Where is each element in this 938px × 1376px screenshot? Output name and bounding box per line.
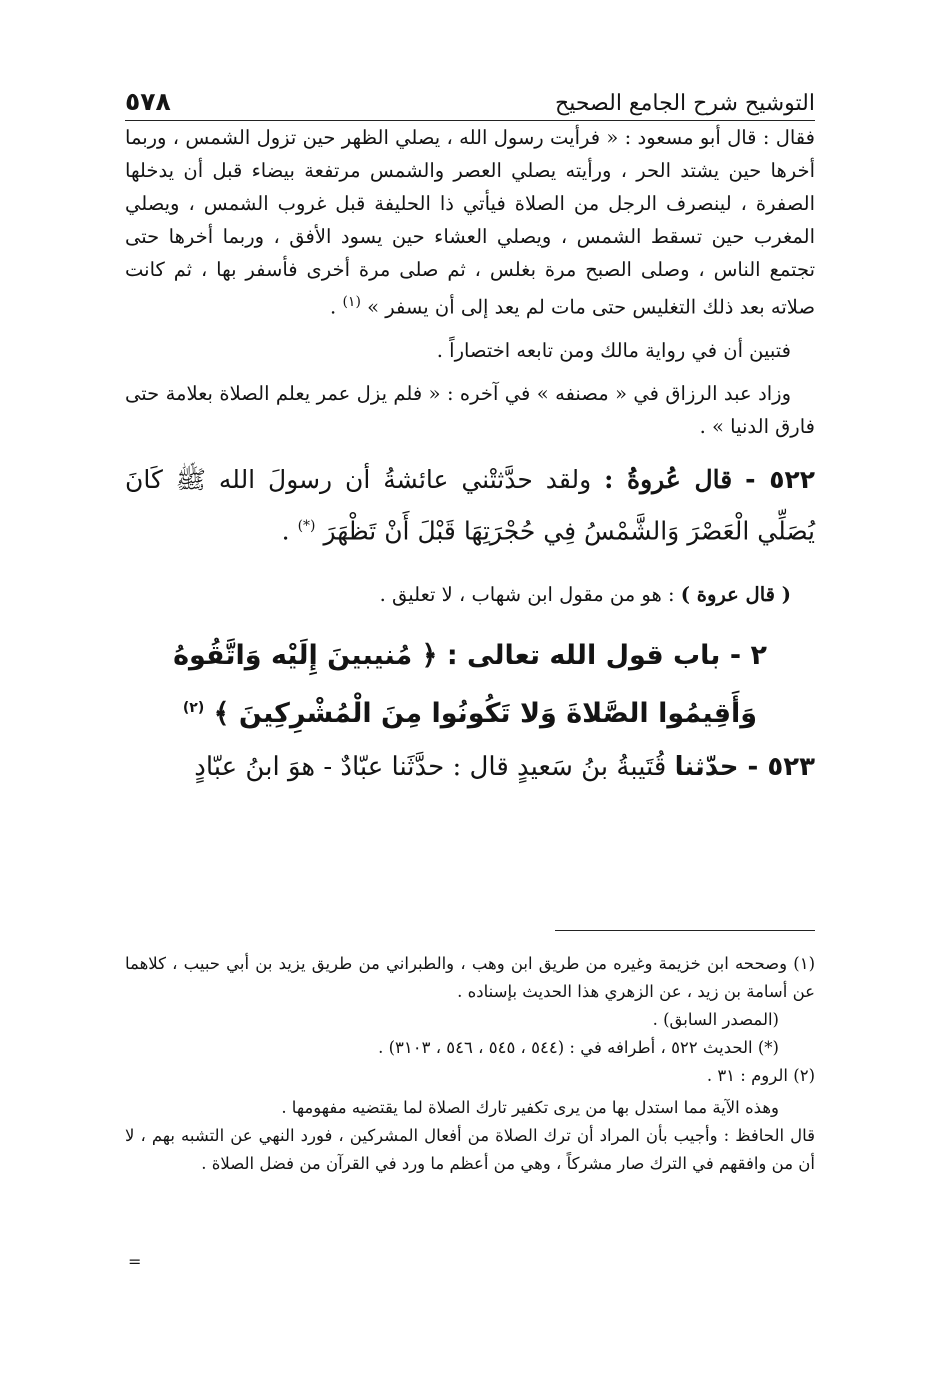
continuation-mark: = xyxy=(128,1252,142,1271)
paragraph-malik: فتبين أن في رواية مالك ومن تابعه اختصاراً . xyxy=(436,338,791,362)
hadith-522-number: ٥٢٢ - xyxy=(745,464,815,494)
page-header xyxy=(125,78,815,116)
hadith-522: ٥٢٢ - قال عُروةُ : ولقد حدَّثتْني عائشةُ أن رسولَ الله ﷺ كَانَ يُصَلِّي الْعَصْرَ وَالشَّمْسُ فِي حُجْرَتِهَا قَبْلَ أَنْ تَظْهَرَ (*) . xyxy=(125,464,815,545)
running-title: التوشيح شرح الجامع الصحيح xyxy=(555,91,815,116)
footnote-1-source: (المصدر السابق) . xyxy=(652,1010,779,1029)
footnote-2: (٢) الروم : ٣١ . xyxy=(706,1066,815,1085)
footnote-ref-1: (١) xyxy=(342,294,361,310)
comment-text: : هو من مقول ابن شهاب ، لا تعليق . xyxy=(379,582,675,606)
hadith-523 xyxy=(125,744,815,790)
page-number: ٥٧٨ xyxy=(125,87,171,116)
chapter-heading-line-2-text: وَأَقِيمُوا الصَّلاةَ وَلا تَكُونُوا مِنَ الْمُشْرِكِينَ ﴾ xyxy=(213,698,758,730)
footnote-separator xyxy=(555,930,815,931)
footnote-star: (*) الحديث ٥٢٢ ، أطرافه في : (٥٤٤ ، ٥٤٥ ، ٥٤٦ ، ٣١٠٣) . xyxy=(378,1038,779,1057)
footnotes xyxy=(125,950,815,1178)
hadith-522-text: ولقد حدَّثتْني عائشةُ أن رسولَ الله ﷺ كَانَ يُصَلِّي الْعَصْرَ وَالشَّمْسُ فِي حُجْرَتِهَا قَبْلَ أَنْ تَظْهَرَ xyxy=(125,464,815,545)
hadith-523-lead: ٥٢٣ - حدّثنا xyxy=(674,752,815,783)
hadith-523-text: قُتَيبةُ بنُ سَعيدٍ قال : حدَّثَنا عبّادٌ - هوَ ابنُ عبّادٍ xyxy=(194,752,667,783)
footnote-2-paragraph-1: وهذه الآية مما استدل بها من يرى تكفير تارك الصلاة لما يقتضيه مفهومها . xyxy=(281,1098,779,1117)
footnote-1: (١) وصححه ابن خزيمة وغيره من طريق ابن وهب ، والطبراني من طريق يزيد بن أبي حبيب ، كلاهما عن أسامة بن زيد ، عن الزهري هذا الحديث بإسناده . xyxy=(125,954,815,1001)
page-content xyxy=(125,78,815,816)
chapter-heading xyxy=(125,630,815,740)
footnote-ref-2: (٢) xyxy=(182,700,205,717)
footnote-ref-star: (*) xyxy=(297,517,316,534)
hadith-522-speaker: قال عُروةُ : xyxy=(604,464,733,494)
chapter-heading-line-1: ٢ - باب قول الله تعالى : ﴿ مُنيبينَ إِلَيْه وَاتَّقُوهُ xyxy=(173,640,767,672)
comment-urwa xyxy=(125,579,815,611)
comment-label: ( قال عروة ) xyxy=(680,582,791,606)
chapter-heading-line-2 xyxy=(125,682,815,740)
footnote-2-paragraph-2: قال الحافظ : وأجيب بأن المراد أن ترك الصلاة من أفعال المشركين ، فورد النهي عن التشبه بهم ، لا أن من وافقهم في الترك صار مشركاً ، وهي من أعظم ما ورد في القرآن من فضل الصلاة . xyxy=(125,1126,815,1173)
paragraph-abu-masud-text: فقال : قال أبو مسعود : « فرأيت رسول الله ، يصلي الظهر حين تزول الشمس ، وربما أخرها حين يشتد الحر ، ورأيته يصلي العصر والشمس مرتفعة بيضاء قبل أن يدخلها الصفرة ، لينصرف الرجل من الصلاة فيأتي ذا الحليفة قبل غروب الشمس ، ويصلي المغرب حين تسقط الشمس ، ويصلي العشاء حين يسود الأفق ، وربما أخرها حتى تجتمع الناس ، وصلى الصبح مرة بغلس ، ثم صلى مرة أخرى فأسفر بها ، ثم كانت صلاته بعد ذلك التغليس حتى مات لم يعد إلى أن يسفر » xyxy=(125,126,815,319)
paragraph-abu-masud: فقال : قال أبو مسعود : « فرأيت رسول الله ، يصلي الظهر حين تزول الشمس ، وربما أخرها حين يشتد الحر ، ورأيته يصلي العصر والشمس مرتفعة بيضاء قبل أن يدخلها الصفرة ، لينصرف الرجل من الصلاة فيأتي ذا الحليفة قبل غروب الشمس ، ويصلي المغرب حين تسقط الشمس ، ويصلي العشاء حين يسود الأفق ، وربما أخرها حتى تجتمع الناس ، وصلى الصبح مرة بغلس ، ثم صلى مرة أخرى فأسفر بها ، ثم كانت صلاته بعد ذلك التغليس حتى مات لم يعد إلى أن يسفر » $^{(١)}$ . xyxy=(125,126,815,319)
paragraph-abd-al-razzaq: وزاد عبد الرزاق في « مصنفه » في آخره : « فلم يزل عمر يعلم الصلاة بعلامة حتى فارق الدنيا » . xyxy=(125,381,815,438)
